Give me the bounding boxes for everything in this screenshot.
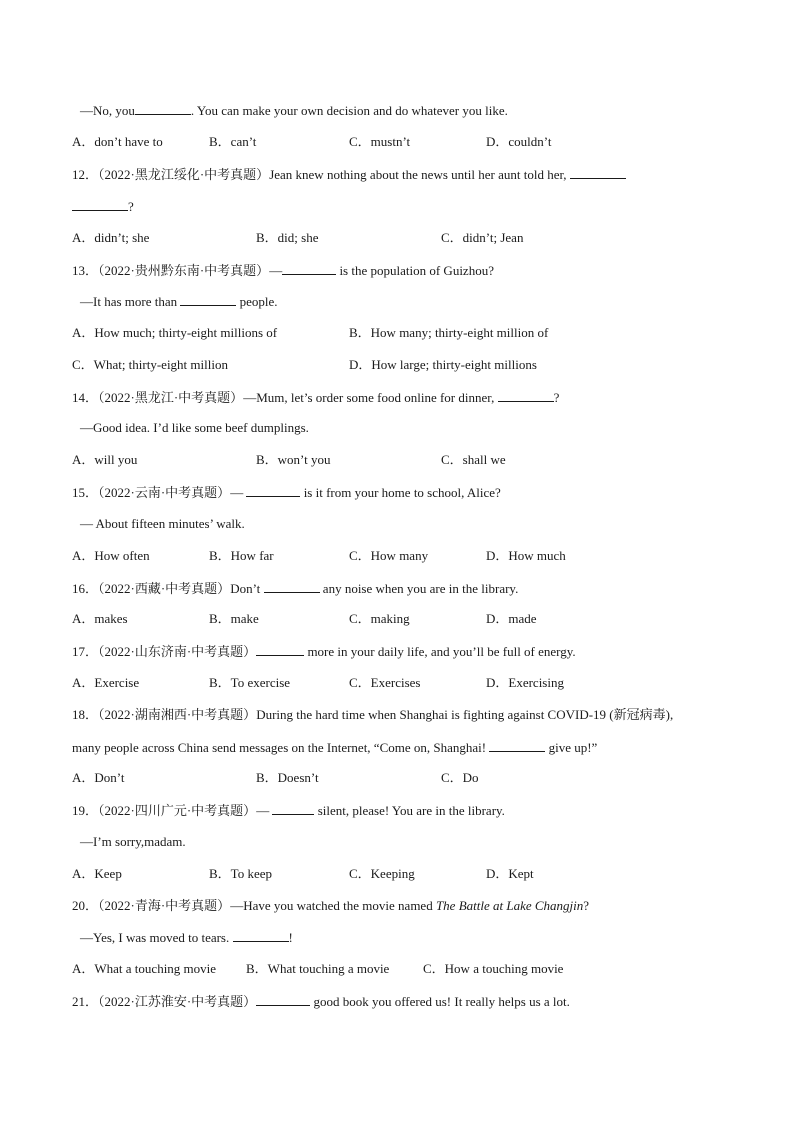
q18-stem-cont [72, 739, 597, 756]
movie-title: The Battle at Lake Changjin [435, 898, 584, 913]
question-text: Jean knew nothing about the news until her aunt told her, [269, 167, 570, 182]
question-number: 13． [72, 263, 99, 278]
q18-option-c[interactable]: C．Do [441, 770, 479, 785]
q16-stem [72, 580, 518, 597]
q17-option-c[interactable]: C．Exercises [349, 675, 421, 690]
question-text-end: more in your daily life, and you’ll be full of energy. [304, 644, 576, 659]
question-number: 15． [72, 485, 99, 500]
question-source: （2022·西藏·中考真题） [98, 581, 231, 596]
q18-stem [72, 707, 673, 723]
question-text-end: is the population of Guizhou? [336, 263, 494, 278]
question-text-end: ? [553, 390, 560, 405]
answer-blank[interactable] [256, 643, 304, 656]
question-number: 20． [72, 898, 99, 913]
question-number: 17． [72, 644, 99, 659]
question-source: （2022·四川广元·中考真题） [98, 803, 257, 818]
q17-option-d[interactable]: D．Exercising [486, 675, 564, 690]
question-source: （2022·黑龙江·中考真题） [98, 390, 244, 405]
answer-blank[interactable] [256, 993, 310, 1006]
q14-reply: —Good idea. I’d like some beef dumplings. [80, 420, 309, 435]
question-text-end: ? [128, 199, 134, 214]
q15-option-b[interactable]: B．How far [209, 548, 274, 563]
question-text: many people across China send messages on the Internet, “Come on, Shanghai! [72, 740, 490, 755]
reply-text: —Yes, I was moved to tears. [80, 930, 233, 945]
q19-reply: —I’m sorry,madam. [80, 834, 186, 849]
answer-blank[interactable] [498, 389, 554, 402]
q12-stem-cont [72, 198, 134, 215]
question-source: （2022·江苏淮安·中考真题） [98, 994, 257, 1009]
q15-option-c[interactable]: C．How many [349, 548, 429, 563]
q11-reply [80, 102, 508, 119]
q14-option-b[interactable]: B．won’t you [256, 452, 331, 467]
q13-option-d[interactable]: D．How large; thirty-eight millions [349, 357, 537, 372]
question-number: 14． [72, 390, 99, 405]
q16-option-c[interactable]: C．making [349, 611, 410, 626]
q20-stem [72, 898, 589, 914]
q20-option-a[interactable]: A．What a touching movie [72, 961, 217, 976]
question-text-end: silent, please! You are in the library. [314, 803, 505, 818]
q14-option-c[interactable]: C．shall we [441, 452, 506, 467]
q13-option-c[interactable]: C．What; thirty-eight million [72, 357, 228, 372]
question-text: — [230, 485, 247, 500]
q19-stem [72, 802, 505, 819]
q11-reply-text-end: . You can make your own decision and do whatever you like. [190, 103, 508, 118]
answer-blank[interactable] [135, 102, 191, 115]
question-number: 12． [72, 167, 99, 182]
answer-blank[interactable] [264, 580, 320, 593]
question-text-end: good book you offered us! It really helps us a lot. [310, 994, 570, 1009]
q17-stem [72, 643, 576, 660]
reply-text-end: ! [288, 930, 293, 945]
q11-option-a[interactable]: A．don’t have to [72, 134, 163, 149]
answer-blank[interactable] [180, 293, 236, 306]
q13-option-b[interactable]: B．How many; thirty-eight million of [349, 325, 549, 340]
q16-option-a[interactable]: A．makes [72, 611, 128, 626]
q15-stem [72, 484, 501, 501]
q11-reply-text: —No, you [80, 103, 135, 118]
q21-stem [72, 993, 570, 1010]
q12-stem [72, 166, 626, 183]
q20-reply [80, 929, 293, 946]
q19-option-a[interactable]: A．Keep [72, 866, 122, 881]
reply-text-end: people. [236, 294, 278, 309]
question-text-end: any noise when you are in the library. [319, 581, 519, 596]
q19-option-c[interactable]: C．Keeping [349, 866, 415, 881]
q12-option-a[interactable]: A．didn’t; she [72, 230, 150, 245]
question-text-end: give up!” [545, 740, 598, 755]
question-text: — [256, 803, 273, 818]
q16-option-d[interactable]: D．made [486, 611, 537, 626]
q20-option-c[interactable]: C．How a touching movie [423, 961, 564, 976]
question-text: — [269, 263, 283, 278]
q15-reply: — About fifteen minutes’ walk. [80, 516, 245, 531]
question-source: （2022·山东济南·中考真题） [98, 644, 257, 659]
answer-blank[interactable] [282, 262, 336, 275]
reply-text: —It has more than [80, 294, 181, 309]
question-source: （2022·云南·中考真题） [98, 485, 231, 500]
q13-reply [80, 293, 278, 310]
q13-stem [72, 262, 494, 279]
question-number: 21． [72, 994, 99, 1009]
answer-blank[interactable] [272, 802, 314, 815]
q14-stem [72, 389, 559, 406]
q19-option-d[interactable]: D．Kept [486, 866, 534, 881]
answer-blank[interactable] [489, 739, 545, 752]
answer-blank[interactable] [570, 166, 626, 179]
q20-option-b[interactable]: B．What touching a movie [246, 961, 390, 976]
answer-blank[interactable] [246, 484, 300, 497]
answer-blank[interactable] [72, 198, 128, 211]
q15-option-d[interactable]: D．How much [486, 548, 566, 563]
q17-option-a[interactable]: A．Exercise [72, 675, 140, 690]
q19-option-b[interactable]: B．To keep [209, 866, 272, 881]
q17-option-b[interactable]: B．To exercise [209, 675, 291, 690]
q16-option-b[interactable]: B．make [209, 611, 259, 626]
question-text: —Have you watched the movie named [230, 898, 436, 913]
q11-option-c[interactable]: C．mustn’t [349, 134, 411, 149]
q12-option-b[interactable]: B．did; she [256, 230, 319, 245]
question-text: —Mum, let’s order some food online for dinner, [243, 390, 498, 405]
question-source: （2022·黑龙江绥化·中考真题） [98, 167, 270, 182]
question-text-end: is it from your home to school, Alice? [300, 485, 501, 500]
q13-option-a[interactable]: A．How much; thirty-eight millions of [72, 325, 278, 340]
question-source: （2022·湖南湘西·中考真题） [98, 707, 257, 722]
question-source: （2022·贵州黔东南·中考真题） [98, 263, 270, 278]
question-text: Don’t [230, 581, 264, 596]
question-source: （2022·青海·中考真题） [98, 898, 231, 913]
question-text-end: ? [583, 898, 590, 913]
question-text: During the hard time when Shanghai is fighting against COVID-19 (新冠病毒), [256, 707, 674, 722]
q12-option-c[interactable]: C．didn’t; Jean [441, 230, 524, 245]
question-number: 16． [72, 581, 99, 596]
q14-option-a[interactable]: A．will you [72, 452, 138, 467]
question-number: 19． [72, 803, 99, 818]
q15-option-a[interactable]: A．How often [72, 548, 150, 563]
question-number: 18． [72, 707, 99, 722]
q11-option-d[interactable]: D．couldn’t [486, 134, 552, 149]
q11-option-b[interactable]: B．can’t [209, 134, 257, 149]
q18-option-b[interactable]: B．Doesn’t [256, 770, 319, 785]
answer-blank[interactable] [233, 929, 289, 942]
q18-option-a[interactable]: A．Don’t [72, 770, 125, 785]
